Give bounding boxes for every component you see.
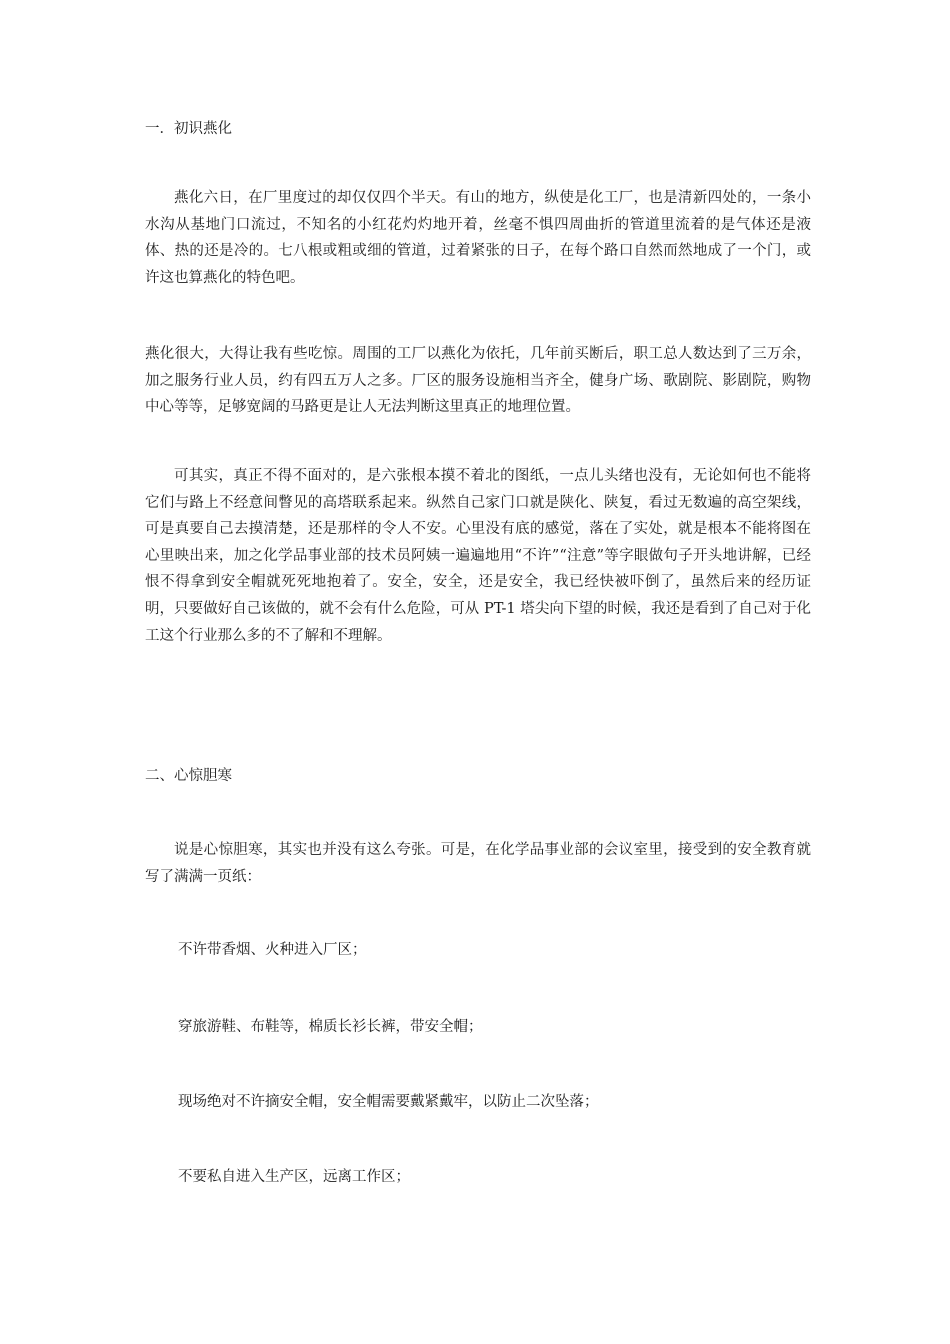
safety-rule-1: 不许带香烟、火种进入厂区； bbox=[178, 942, 367, 958]
section-2-heading: 二、心惊胆寒 bbox=[145, 768, 232, 784]
section-1-paragraph-1: 燕化六日，在厂里度过的却仅仅四个半天。有山的地方，纵使是化工厂，也是清新四处的，一条小水沟从基地门口流过，不知名的小红花灼灼地开着，丝毫不惧四周曲折的管道里流着的是气体还是液体、热的还是冷的。七八根或粗或细的管道，过着紧张的日子，在每个路口自然而然地成了一个门，或许这也算燕化的特色吧。 bbox=[145, 190, 811, 286]
section-1-paragraph-2: 燕化很大，大得让我有些吃惊。周围的工厂以燕化为依托，几年前买断后，职工总人数达到了三万余，加之服务行业人员，约有四五万人之多。厂区的服务设施相当齐全，健身广场、歌剧院、影剧院，购物中心等等，足够宽阔的马路更是让人无法判断这里真正的地理位置。 bbox=[145, 346, 811, 416]
section-1-heading: 一．初识燕化 bbox=[145, 121, 232, 137]
safety-rule-2: 穿旅游鞋、布鞋等，棉质长衫长裤，带安全帽； bbox=[178, 1019, 483, 1035]
section-2-intro: 说是心惊胆寒，其实也并没有这么夸张。可是，在化学品事业部的会议室里，接受到的安全教育就写了满满一页纸： bbox=[145, 842, 811, 885]
section-1-paragraph-3: 可其实，真正不得不面对的，是六张根本摸不着北的图纸，一点儿头绪也没有，无论如何也不能将它们与路上不经意间瞥见的高塔联系起来。纵然自己家门口就是陕化、陕复，看过无数遍的高空架线，可是真要自己去摸清楚，还是那样的令人不安。心里没有底的感觉，落在了实处，就是根本不能将图在心里映出来，加之化学品事业部的技术员阿姨一遍遍地用“不许”“注意”等字眼做句子开头地讲解，已经恨不得拿到安全帽就死死地抱着了。安全，安全，还是安全，我已经快被吓倒了，虽然后来的经历证明，只要做好自己该做的，就不会有什么危险，可从 PT-1 塔尖向下望的时候，我还是看到了自己对于化工这个行业那么多的不了解和不理解。 bbox=[145, 468, 811, 644]
safety-rule-4: 不要私自进入生产区，远离工作区； bbox=[178, 1169, 410, 1185]
safety-rule-3: 现场绝对不许摘安全帽，安全帽需要戴紧戴牢，以防止二次坠落； bbox=[178, 1094, 599, 1110]
